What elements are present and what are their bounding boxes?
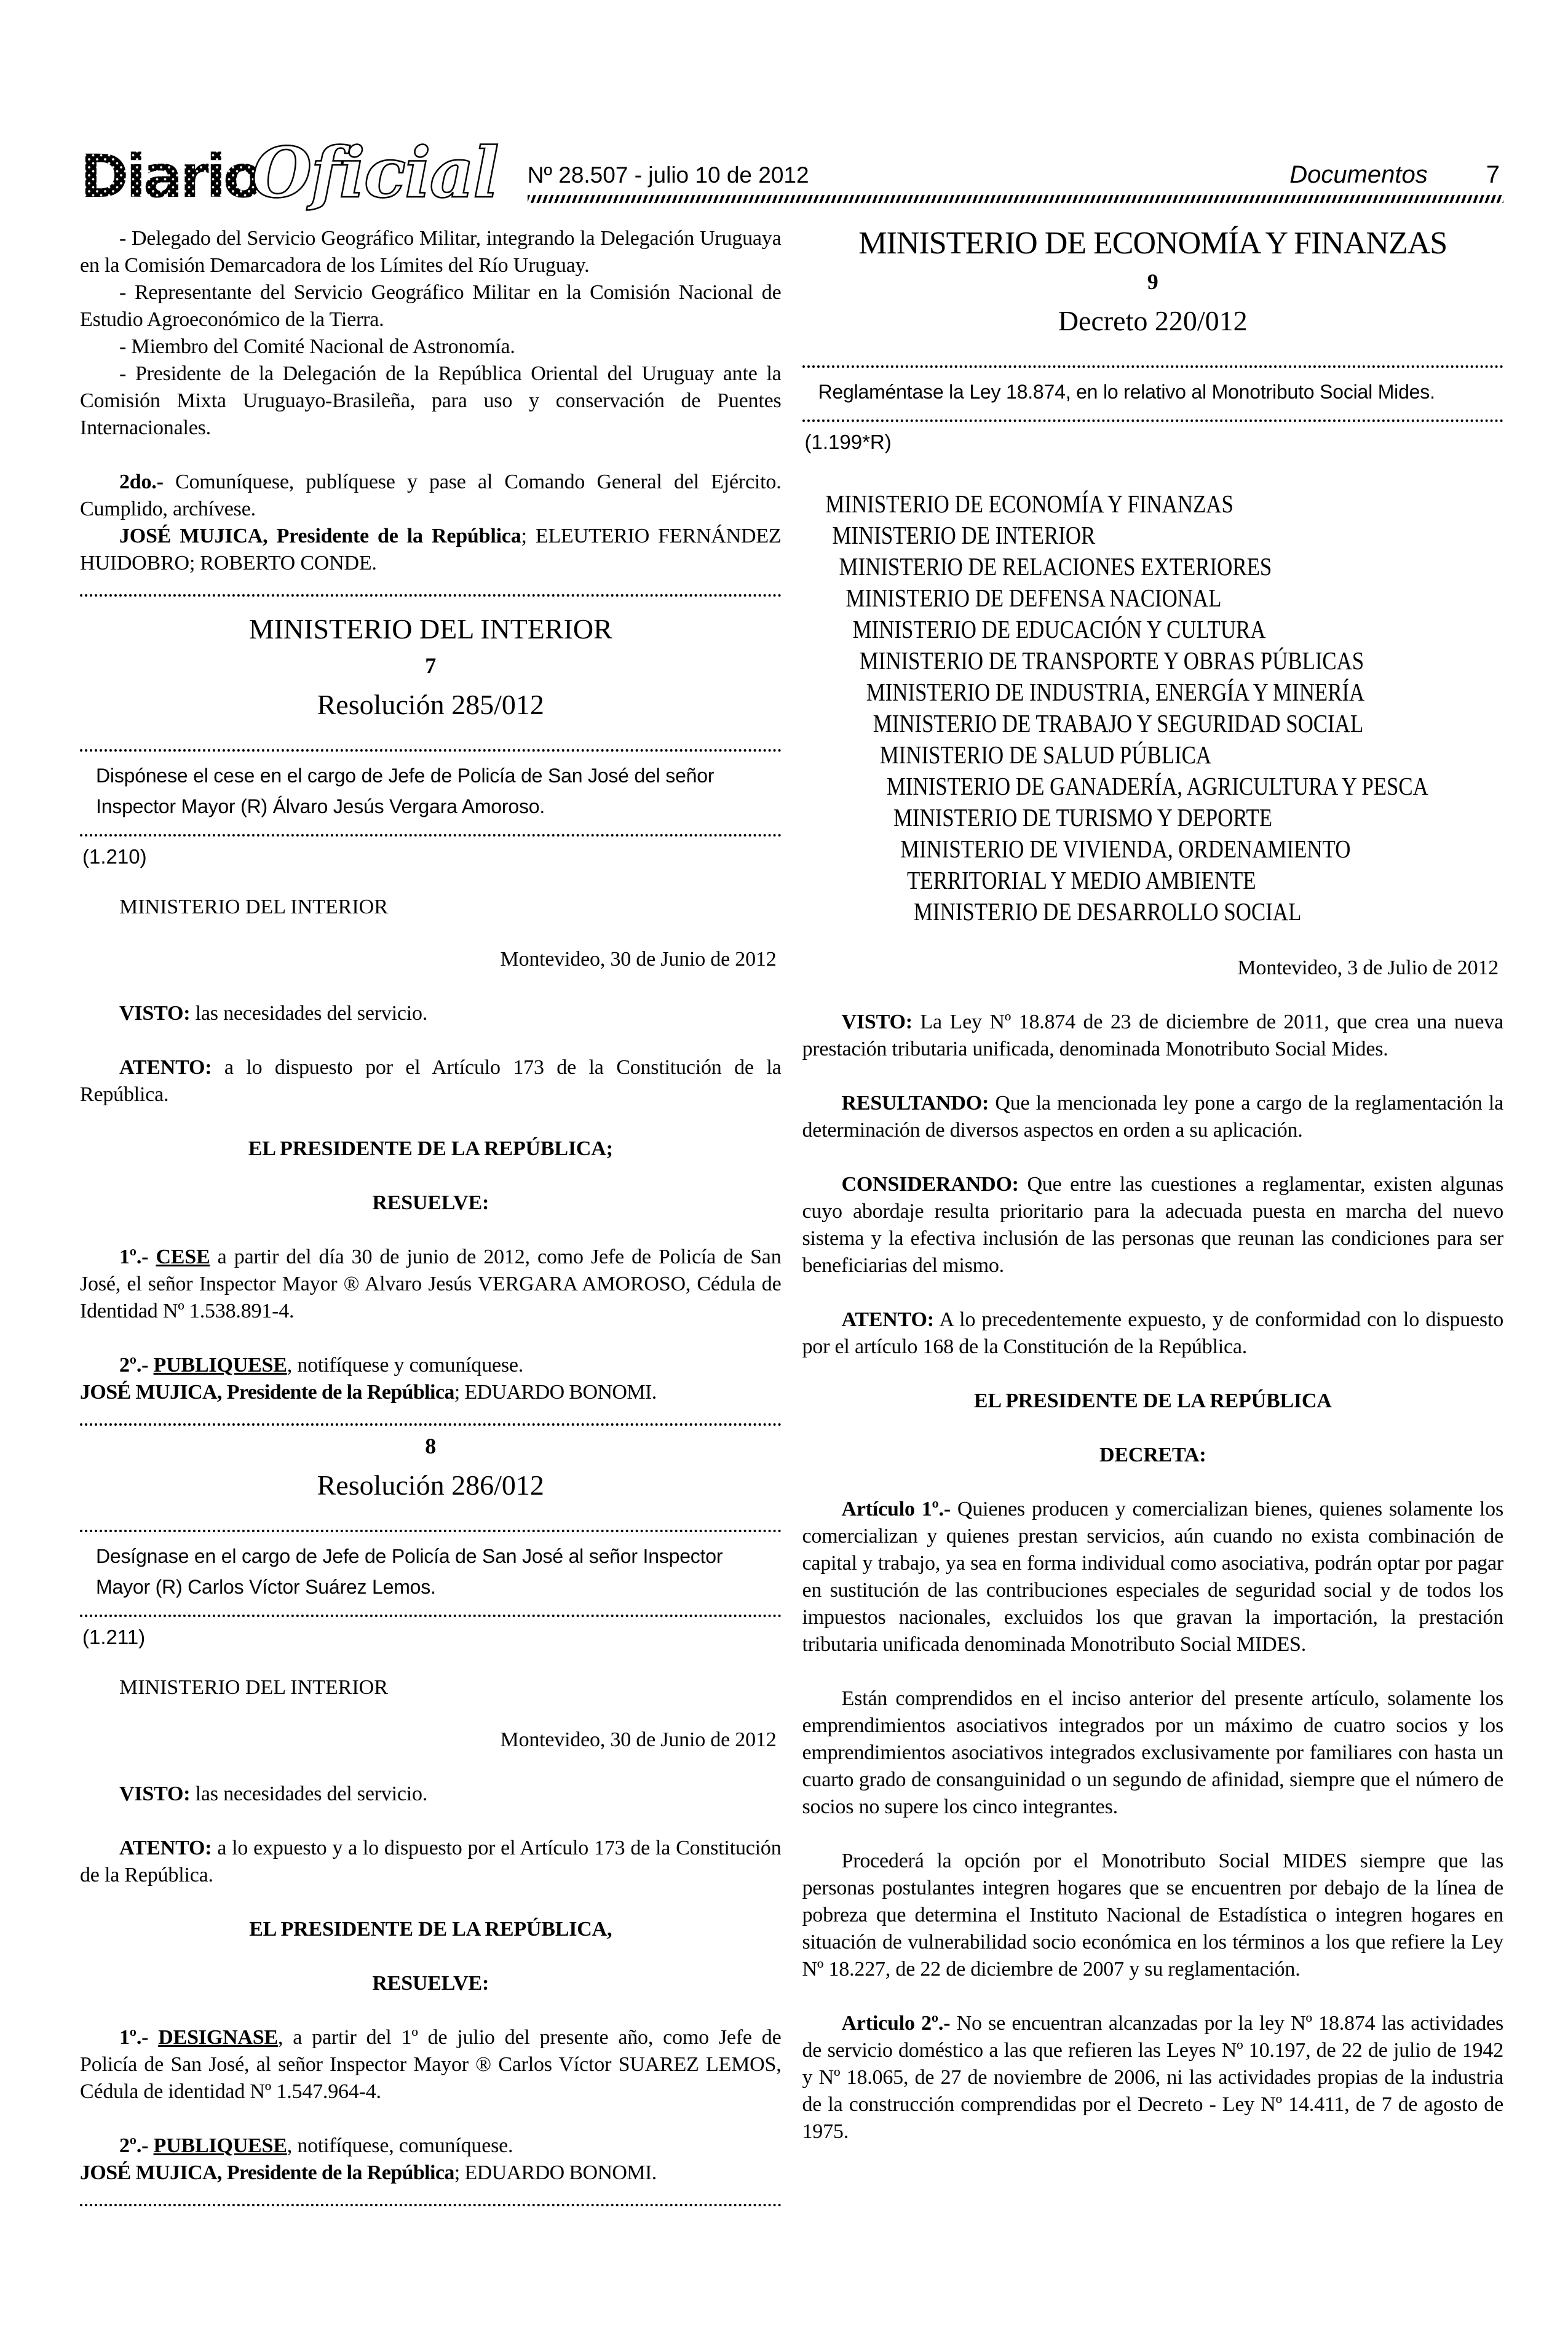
resuelve-line [80,1190,782,1217]
org-line: MINISTERIO DEL INTERIOR [119,896,388,918]
visto-lead: VISTO: [841,1011,913,1033]
dateline: Montevideo, 3 de Julio de 2012 [1237,956,1499,979]
ministry-line: MINISTERIO DE TRANSPORTE Y OBRAS PÚBLICAS [859,646,1364,675]
signature-rest: ; ELEUTERIO FERNÁNDEZ HUIDOBRO; ROBERTO CONDE. [80,525,782,574]
closing-text: Comuníquese, publíquese y pase al Comando General del Ejército. Cumplido, archívese. [80,471,782,520]
dotted-separator [80,2204,782,2206]
visto-text: las necesidades del servicio. [190,1782,428,1805]
president-text: EL PRESIDENTE DE LA REPÚBLICA, [249,1918,612,1941]
entry-number: 8 [425,1434,437,1458]
article-1-paragraph [802,1496,1504,1658]
logo-diario-word: Diario [80,142,261,211]
delegate-item: - Representante del Servicio Geográfico Militar en la Comisión Nacional de Estudio Agroeconómico de la Tierra. [80,281,782,331]
reference-number: (1.211) [82,1626,146,1648]
reference-number: (1.199*R) [804,431,892,453]
atento-lead: ATENTO: [119,1837,212,1859]
signature-rest: ; EDUARDO BONOMI. [454,2161,657,2184]
dotted-separator [80,1423,782,1426]
page-number: 7 [1486,161,1500,188]
dotted-separator [80,594,782,597]
article-text: , notifíquese y comuníquese. [287,1354,524,1377]
atento-lead: ATENTO: [119,1056,212,1079]
article-text: Quienes producen y comercializan bienes, quienes solamente los comercializan y quienes prestan servicios, aún cuando no exista combinación de capital y trabajo, ya sea en forma individual como asociativa, podrán optar por pagar en sustitución de las contribuciones especiales de seguridad social y de todos los impuestos nacionales, excluidos los que gravan la importación, la prestación tributaria unificada denominada Monotributo Social MIDES. [802,1498,1503,1656]
ministry-line: MINISTERIO DE DESARROLLO SOCIAL [913,897,1301,926]
article-2-paragraph [80,2132,782,2160]
considerando-text: Que entre las cuestiones a reglamentar, existen algunas cuyo abordaje resulta prioritario para la adecuada puesta en marcha del nuevo sistema y la efectiva inclusión de las personas que reunan las condiciones para ser beneficiarias del mismo. [802,1173,1503,1277]
article-number: 2º.- [119,1354,154,1377]
president-text: EL PRESIDENTE DE LA REPÚBLICA; [248,1137,613,1160]
article-verb: CESE [156,1246,210,1268]
article-verb: DESIGNASE [158,2026,278,2049]
closing-paragraph [80,469,782,523]
atento-paragraph [80,1054,782,1108]
masthead-info-row [528,161,1503,195]
article-verb: PUBLIQUESE [153,1354,287,1377]
reference-number: (1.210) [82,845,147,868]
body-paragraph: Procederá la opción por el Monotributo Social MIDES siempre que las personas postulantes integren hogares que se encuentren por debajo de la línea de pobreza que determina el Instituto Nacional de Estadística o integren hogares en situación de vulnerabilidad socio económica en los términos a los que refiere la Ley Nº 18.227, de 22 de diciembre de 2007 y su reglamentación. [802,1850,1503,1981]
delegate-item: - Delegado del Servicio Geográfico Militar, integrando la Delegación Uruguaya en la Comisión Demarcadora de los Límites del Río Uruguay. [80,227,782,277]
ministry-line: MINISTERIO DE VIVIENDA, ORDENAMIENTO [900,835,1350,863]
article-number: 1º.- [119,1246,156,1268]
president-line [80,1135,782,1162]
visto-paragraph [80,1000,782,1027]
considerando-paragraph [802,1171,1504,1279]
ministry-line: MINISTERIO DE INTERIOR [831,521,1095,549]
ministries-list [802,488,1504,928]
president-line [802,1388,1504,1415]
visto-text: La Ley Nº 18.874 de 23 de diciembre de 2011, que crea una nueva prestación tributaria unificada, denominada Monotributo Social Mides. [802,1011,1503,1060]
signature-name: JOSÉ MUJICA, Presidente de la República [119,525,521,547]
signature-paragraph [80,523,782,577]
left-column [80,225,782,2206]
article-number: Articulo 2º.- [841,2012,951,2035]
masthead-hatched-rule [528,195,1503,203]
article-1-paragraph [80,2024,782,2105]
decreta-text: DECRETA: [1099,1444,1206,1466]
visto-text: las necesidades del servicio. [190,1002,428,1025]
two-column-body [80,225,1503,2206]
dateline: Montevideo, 30 de Junio de 2012 [500,948,777,971]
resolution-title: Resolución 285/012 [317,689,544,720]
body-paragraph: Están comprendidos en el inciso anterior del presente artículo, solamente los emprendimientos asociativos integrados por un máximo de cuatro socios y los emprendimientos asociativos integrados exclusivamente por familiares con hasta un cuarto grado de consanguinidad o un segundo de afinidad, siempre que el número de socios no supere los cinco integrantes. [802,1687,1503,1818]
article-verb: PUBLIQUESE [153,2134,287,2157]
abstract-box: Desígnase en el cargo de Jefe de Policía de San José al señor Inspector Mayor (R) Carlos Víctor Suárez Lemos. [80,1530,782,1617]
masthead-right [498,161,1503,203]
ministry-line: MINISTERIO DE INDUSTRIA, ENERGÍA Y MINERÍA [866,678,1364,706]
atento-paragraph [80,1835,782,1889]
article-text: No se encuentran alcanzadas por la ley Nº 18.874 las actividades de servicio doméstico a las que refieren las Leyes Nº 10.197, de 22 de julio de 1942 y Nº 18.065, de 27 de noviembre de 2006, ni las actividades propias de la industria de la construcción comprendidas por el Decreto - Ley Nº 14.411, de 7 de agosto de 1975. [802,2012,1503,2143]
visto-lead: VISTO: [119,1782,191,1805]
ministry-line: MINISTERIO DE ECONOMÍA Y FINANZAS [825,490,1233,518]
org-line: MINISTERIO DEL INTERIOR [119,1676,388,1699]
resultando-lead: RESULTANDO: [841,1092,989,1115]
president-line [80,1916,782,1943]
signature-name: JOSÉ MUJICA, Presidente de la República [80,2161,454,2184]
resultando-text: Que la mencionada ley pone a cargo de la reglamentación la determinación de diversos aspectos en orden a su aplicación. [802,1092,1503,1142]
entry-number: 7 [425,653,437,678]
article-2-paragraph [802,2010,1504,2145]
atento-text: A lo precedentemente expuesto, y de conformidad con lo dispuesto por el artículo 168 de la Constitución de la República. [802,1308,1503,1358]
article-number: 1º.- [119,2026,159,2049]
resolution-title: Resolución 286/012 [317,1469,544,1501]
section-label: Documentos [1289,161,1428,188]
signature-name: JOSÉ MUJICA, Presidente de la República [80,1381,454,1404]
resuelve-text: RESUELVE: [372,1191,489,1214]
article-text: , a partir del 1º de julio del presente año, como Jefe de Policía de San José, al señor Inspector Mayor ® Carlos Víctor SUAREZ LEMOS, Cédula de identidad Nº 1.547.964-4. [80,2026,782,2103]
decreta-line [802,1442,1504,1469]
resultando-paragraph [802,1090,1504,1144]
ministry-heading: MINISTERIO DEL INTERIOR [248,613,612,645]
delegate-item: - Presidente de la Delegación de la República Oriental del Uruguay ante la Comisión Mixta Uruguayo-Brasileña, para uso y conservación de Puentes Internacionales. [80,362,782,439]
ministry-line: MINISTERIO DE SALUD PÚBLICA [879,741,1211,769]
visto-lead: VISTO: [119,1002,191,1025]
ministry-line: MINISTERIO DE RELACIONES EXTERIORES [839,552,1272,581]
decree-title: Decreto 220/012 [1058,305,1248,336]
article-number: 2º.- [119,2134,154,2157]
visto-paragraph [80,1781,782,1808]
right-column [802,225,1504,2206]
abstract-box: Dispónese el cese en el cargo de Jefe de Policía de San José del señor Inspector Mayor (R) Álvaro Jesús Vergara Amoroso. [80,749,782,837]
article-text: a partir del día 30 de junio de 2012, como Jefe de Policía de San José, el señor Inspector Mayor ® Alvaro Jesús VERGARA AMOROSO, Cédula de Identidad Nº 1.538.891-4. [80,1246,782,1322]
ministry-line: MINISTERIO DE EDUCACIÓN Y CULTURA [852,615,1265,643]
signature-paragraph [80,2160,782,2187]
masthead [80,130,1503,213]
article-1-paragraph [80,1244,782,1325]
atento-text: a lo dispuesto por el Artículo 173 de la Constitución de la República. [80,1056,782,1106]
abstract-box: Reglaméntase la Ley 18.874, en lo relativo al Monotributo Social Mides. [802,365,1504,422]
dateline: Montevideo, 30 de Junio de 2012 [500,1728,777,1751]
ministry-line: MINISTERIO DE DEFENSA NACIONAL [845,584,1221,612]
president-text: EL PRESIDENTE DE LA REPÚBLICA [973,1389,1332,1412]
ministry-heading: MINISTERIO DE ECONOMÍA Y FINANZAS [858,226,1447,261]
article-2-paragraph [80,1352,782,1379]
signature-paragraph [80,1379,782,1406]
resuelve-line [80,1970,782,1997]
delegate-item: - Miembro del Comité Nacional de Astronomía. [119,335,515,358]
article-number: Artículo 1º.- [841,1498,951,1520]
diario-oficial-logo [80,133,498,213]
ministry-line: MINISTERIO DE GANADERÍA, AGRICULTURA Y PESCA [886,772,1428,800]
issue-number: Nº 28.507 - julio 10 de 2012 [527,162,809,188]
logo-oficial-word: Oficial [251,133,498,213]
considerando-lead: CONSIDERANDO: [841,1173,1019,1196]
atento-text: a lo expuesto y a lo dispuesto por el Artículo 173 de la Constitución de la República. [80,1837,782,1886]
visto-paragraph [802,1009,1504,1063]
signature-rest: ; EDUARDO BONOMI. [454,1381,657,1404]
atento-paragraph [802,1306,1504,1361]
ministry-line: MINISTERIO DE TURISMO Y DEPORTE [893,803,1272,832]
article-text: , notifíquese, comuníquese. [287,2134,513,2157]
entry-number: 9 [1147,269,1158,294]
closing-lead: 2do.- [119,471,164,493]
atento-lead: ATENTO: [841,1308,934,1331]
ministry-line: TERRITORIAL Y MEDIO AMBIENTE [906,866,1256,894]
resuelve-text: RESUELVE: [372,1972,489,1995]
ministry-line: MINISTERIO DE TRABAJO Y SEGURIDAD SOCIAL [873,709,1363,737]
